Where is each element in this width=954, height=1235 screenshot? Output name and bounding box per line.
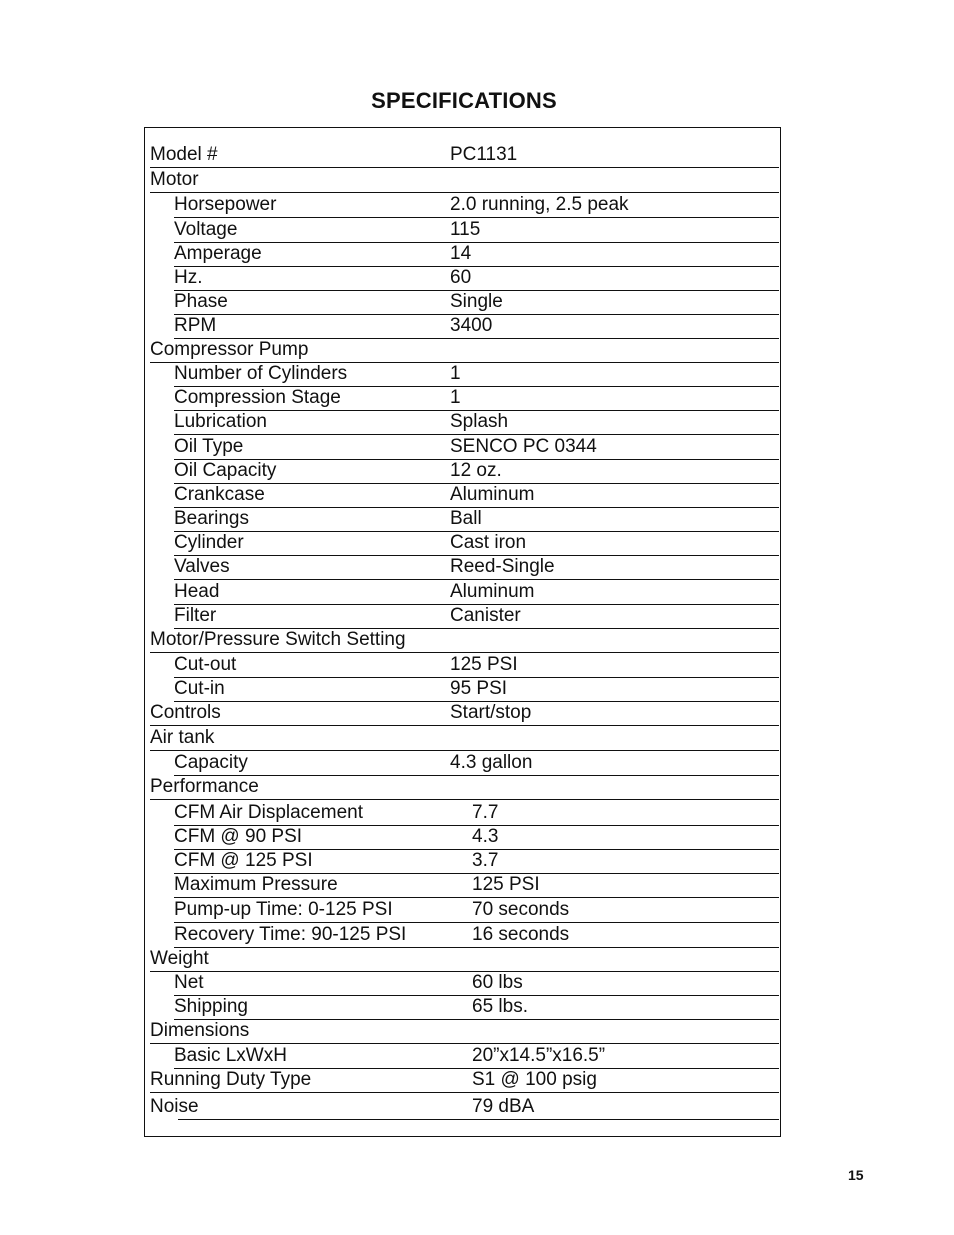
spec-row [0, 775, 954, 799]
spec-label: Maximum Pressure [174, 874, 338, 895]
spec-value: 20”x14.5”x16.5” [472, 1045, 606, 1066]
spec-row [0, 995, 954, 1019]
spec-row [0, 604, 954, 628]
spec-value: 12 oz. [450, 460, 502, 481]
spec-label: Oil Capacity [174, 460, 277, 481]
spec-value: 125 PSI [450, 654, 518, 675]
spec-label: Voltage [174, 219, 238, 240]
spec-value: Splash [450, 411, 509, 432]
spec-label: Filter [174, 605, 217, 626]
spec-label: CFM @ 90 PSI [174, 826, 303, 847]
spec-label: Compression Stage [174, 387, 341, 408]
spec-row [0, 1068, 954, 1092]
spec-value: 4.3 [472, 826, 499, 847]
spec-value: PC1131 [450, 144, 518, 165]
spec-label: Cylinder [174, 532, 244, 553]
page-number: 15 [848, 1167, 864, 1183]
spec-row [0, 193, 954, 217]
spec-row [0, 971, 954, 995]
spec-label: Head [174, 581, 220, 602]
spec-label: CFM @ 125 PSI [174, 850, 313, 871]
spec-label: Cut-in [174, 678, 225, 699]
spec-label: Controls [150, 702, 221, 723]
spec-value: Aluminum [450, 581, 535, 602]
spec-label: Oil Type [174, 436, 244, 457]
spec-label: Cut-out [174, 654, 237, 675]
spec-row [0, 923, 954, 947]
spec-row [0, 362, 954, 386]
spec-label: Running Duty Type [150, 1069, 312, 1090]
spec-value: 115 [450, 219, 481, 240]
row-divider [150, 799, 779, 800]
spec-value: Reed-Single [450, 556, 555, 577]
spec-row [0, 483, 954, 507]
spec-value: 16 seconds [472, 924, 570, 945]
spec-label: Model # [150, 144, 218, 165]
spec-row [0, 726, 954, 750]
spec-row [0, 459, 954, 483]
spec-label: Dimensions [150, 1020, 250, 1041]
spec-row [0, 386, 954, 410]
spec-row [0, 947, 954, 971]
spec-value: Start/stop [450, 702, 532, 723]
spec-label: Air tank [150, 727, 215, 748]
spec-value: 79 dBA [472, 1096, 535, 1117]
spec-value: Cast iron [450, 532, 527, 553]
spec-row [0, 435, 954, 459]
spec-label: Lubrication [174, 411, 267, 432]
spec-label: Crankcase [174, 484, 265, 505]
spec-label: Recovery Time: 90-125 PSI [174, 924, 407, 945]
spec-label: Phase [174, 291, 228, 312]
spec-row [0, 314, 954, 338]
spec-label: Bearings [174, 508, 249, 529]
spec-label: Number of Cylinders [174, 363, 348, 384]
spec-row [0, 701, 954, 725]
spec-label: Pump-up Time: 0-125 PSI [174, 899, 393, 920]
spec-row [0, 338, 954, 362]
spec-value: Canister [450, 605, 521, 626]
spec-value: 125 PSI [472, 874, 540, 895]
spec-value: SENCO PC 0344 [450, 436, 597, 457]
spec-label: Amperage [174, 243, 262, 264]
spec-value: 7.7 [472, 802, 499, 823]
spec-row [0, 801, 954, 825]
spec-row [0, 143, 954, 167]
spec-value: 3.7 [472, 850, 499, 871]
row-divider [178, 1119, 779, 1120]
spec-row [0, 168, 954, 192]
spec-row [0, 1019, 954, 1043]
spec-row [0, 555, 954, 579]
spec-value: Aluminum [450, 484, 535, 505]
spec-row [0, 751, 954, 775]
spec-row [0, 898, 954, 922]
spec-value: Ball [450, 508, 482, 529]
spec-label: Performance [150, 776, 259, 797]
spec-value: 2.0 running, 2.5 peak [450, 194, 629, 215]
spec-label: Hz. [174, 267, 203, 288]
spec-label: Motor [150, 169, 199, 190]
spec-label: Shipping [174, 996, 248, 1017]
spec-label: Motor/Pressure Switch Setting [150, 629, 406, 650]
spec-row [0, 628, 954, 652]
spec-value: 65 lbs. [472, 996, 528, 1017]
spec-label: Compressor Pump [150, 339, 309, 360]
row-divider [150, 1092, 779, 1093]
spec-row [0, 507, 954, 531]
spec-value: 95 PSI [450, 678, 508, 699]
spec-row [0, 677, 954, 701]
spec-value: 14 [450, 243, 472, 264]
spec-row [0, 825, 954, 849]
spec-row [0, 410, 954, 434]
spec-row [0, 218, 954, 242]
spec-value: S1 @ 100 psig [472, 1069, 597, 1090]
spec-value: 1 [450, 363, 461, 384]
spec-row [0, 1044, 954, 1068]
spec-row [0, 653, 954, 677]
spec-label: Noise [150, 1096, 199, 1117]
spec-row [0, 266, 954, 290]
spec-row [0, 290, 954, 314]
spec-label: RPM [174, 315, 217, 336]
spec-label: Horsepower [174, 194, 277, 215]
spec-value: 4.3 gallon [450, 752, 533, 773]
page-title: SPECIFICATIONS [371, 88, 557, 113]
spec-value: 60 [450, 267, 472, 288]
spec-row [0, 242, 954, 266]
spec-label: Valves [174, 556, 230, 577]
spec-value: 3400 [450, 315, 493, 336]
spec-row [0, 531, 954, 555]
spec-label: Basic LxWxH [174, 1045, 287, 1066]
spec-row [0, 580, 954, 604]
spec-value: 1 [450, 387, 461, 408]
spec-label: Capacity [174, 752, 248, 773]
spec-value: 60 lbs [472, 972, 523, 993]
spec-label: Net [174, 972, 204, 993]
spec-label: Weight [150, 948, 209, 969]
spec-row [0, 1095, 954, 1119]
spec-value: 70 seconds [472, 899, 570, 920]
spec-row [0, 873, 954, 897]
spec-value: Single [450, 291, 503, 312]
spec-row [0, 849, 954, 873]
spec-label: CFM Air Displacement [174, 802, 363, 823]
